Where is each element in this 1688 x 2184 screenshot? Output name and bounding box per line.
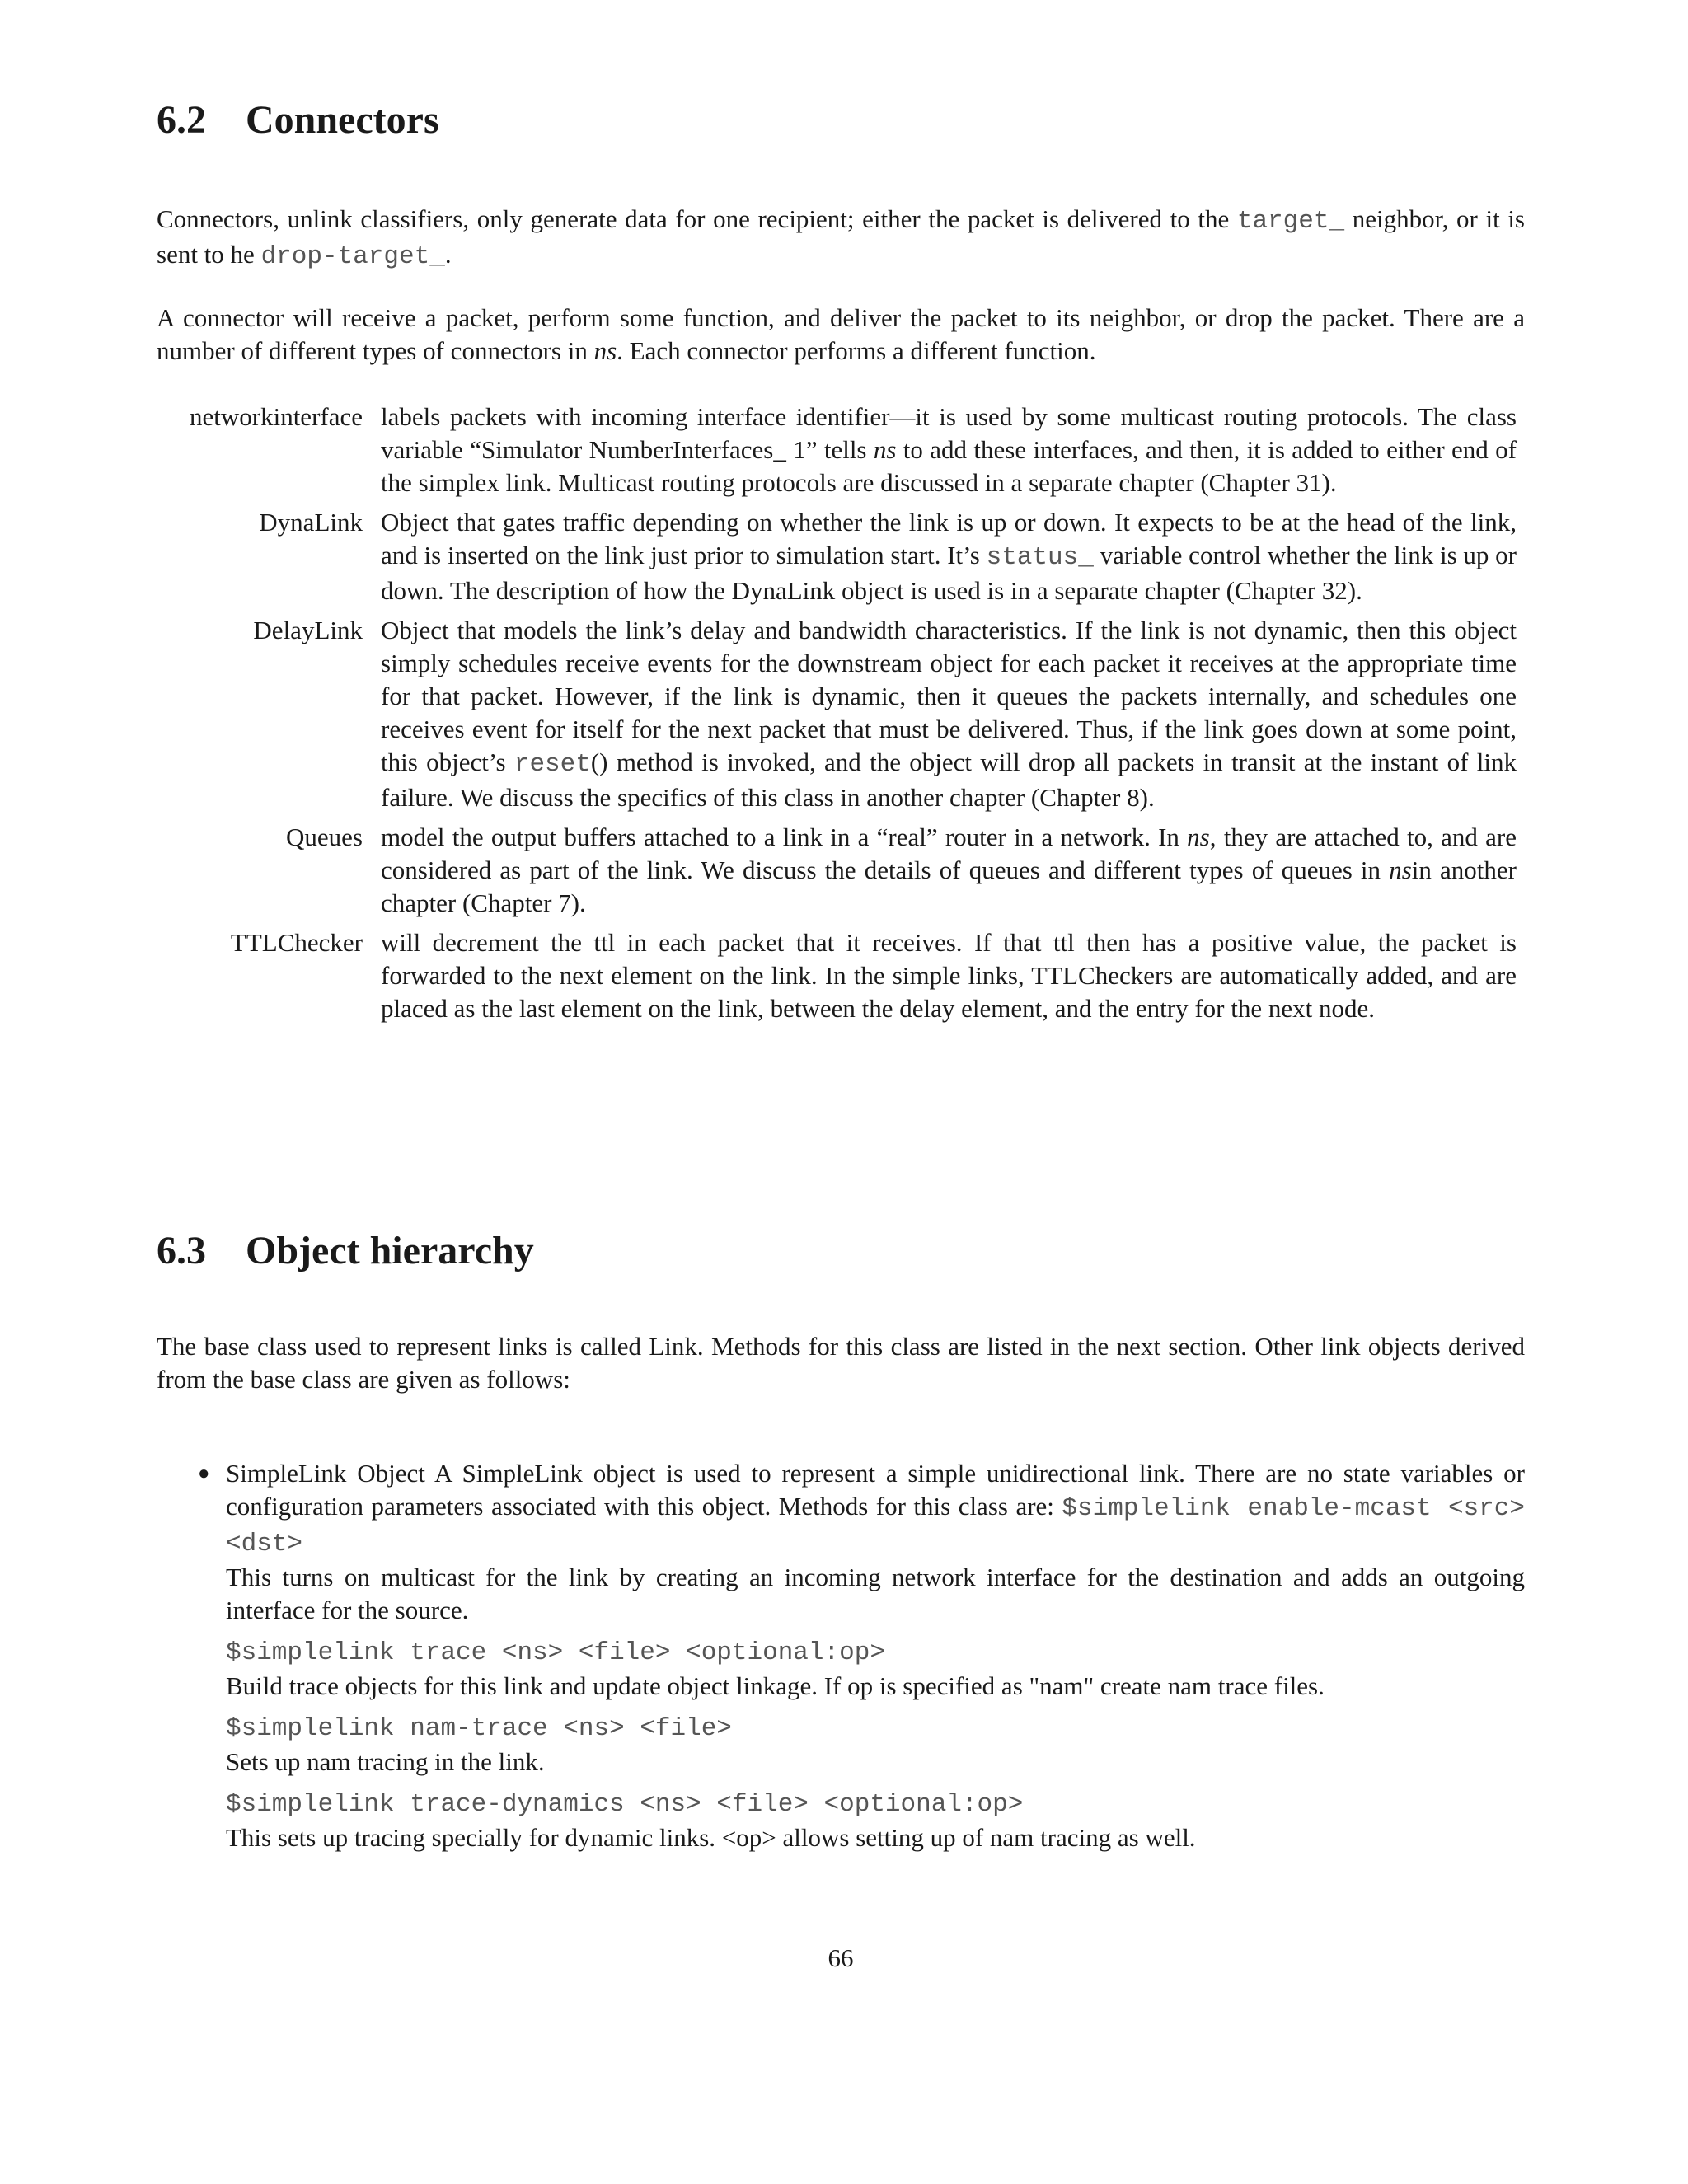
definition-description: will decrement the ttl in each packet that it receives. If that ttl then has a positive value, the packet is forwarded to the next element on the link. In the simple links, TTLCheckers are automatically added, and are placed as the last element on the link, between the delay element, and the entry for the next node.	[381, 928, 1517, 1023]
text-run: () method is invoked, and the object will drop all packets in transit at the instant of link failure. We discuss the specifics of this class in another chapter (Chapter 8).	[381, 748, 1517, 812]
text-run: Object that gates traffic depending on whether the link is up or down. It expects to be at the head of the link, and is inserted on the link just prior to simulation start. It’s	[381, 508, 1517, 569]
simplelink-intro	[226, 1457, 1525, 1561]
text-run: .	[444, 240, 452, 269]
text-run: SimpleLink Object A SimpleLink object is used to represent a simple unidirectional link. There are no state variables or configuration parameters associated with this object. Methods for this class are:	[226, 1459, 1525, 1521]
definition-description	[381, 614, 1517, 814]
italic-ns: ns	[873, 435, 897, 464]
definition-term: Queues	[286, 823, 363, 851]
bullet-list	[198, 1457, 1525, 1854]
definition-term: DelayLink	[253, 616, 363, 644]
text-run: to add these interfaces, and then, it is added to either end of the simplex link. Multicast routing protocols are discussed in a separate chapter (Chapter 31).	[381, 435, 1517, 497]
command-entry	[226, 1637, 1525, 1703]
text-run: in another chapter (Chapter 7).	[381, 855, 1517, 917]
definition-queues	[157, 821, 1517, 920]
definition-dynalink	[157, 506, 1517, 607]
text-run: labels packets with incoming interface identifier—it is used by some multicast routing protocols. The class variable “Simulator NumberInterfaces_ 1” tells	[381, 402, 1517, 464]
command-description: This turns on multicast for the link by creating an incoming network interface for the destination and adds an outgoing interface for the source.	[226, 1563, 1525, 1624]
code-status: status_	[986, 543, 1094, 572]
section-number: 6.3	[157, 1229, 206, 1272]
list-item-body	[226, 1457, 1525, 1854]
definition-description	[381, 821, 1517, 920]
code-reset: reset	[513, 750, 591, 779]
definition-term: DynaLink	[259, 508, 363, 537]
paragraph-object-hierarchy: The base class used to represent links is called Link. Methods for this class are listed in the next section. Other link objects derived from the base class are given as follows:	[157, 1332, 1525, 1394]
text-run: . Each connector performs a different function.	[617, 336, 1096, 365]
section-title: Object hierarchy	[246, 1229, 534, 1272]
text-run: model the output buffers attached to a link in a “real” router in a network. In	[381, 823, 1188, 851]
definition-delaylink	[157, 614, 1517, 814]
italic-ns: ns	[593, 336, 617, 365]
paragraph-connectors-intro	[157, 203, 1525, 274]
bullet-icon: ●	[198, 1463, 210, 1484]
code-target: target_	[1236, 207, 1345, 236]
definition-description	[381, 401, 1517, 499]
command-code: $simplelink trace-dynamics <ns> <file> <optional:op>	[226, 1790, 1024, 1819]
section-heading-6-3	[157, 1228, 534, 1273]
list-item	[198, 1457, 1525, 1854]
code-drop-target: drop-target_	[260, 242, 445, 271]
command-entry	[226, 1713, 1525, 1779]
text-run: A connector will receive a packet, perform some function, and deliver the packet to its neighbor, or drop the packet. There are a number of different types of connectors in	[157, 303, 1525, 365]
connector-definition-list	[157, 401, 1517, 1032]
definition-networkinterface	[157, 401, 1517, 499]
italic-ns: ns	[1187, 823, 1210, 851]
section-title: Connectors	[246, 98, 439, 142]
italic-ns: ns	[1389, 855, 1412, 884]
command-description: This sets up tracing specially for dynamic links. <op> allows setting up of nam tracing as well.	[226, 1823, 1196, 1852]
command-description: Sets up nam tracing in the link.	[226, 1747, 545, 1776]
command-description: Build trace objects for this link and update object linkage. If op is specified as "nam" create nam trace files.	[226, 1671, 1325, 1700]
code-enable-mcast: $simplelink enable-mcast <src> <dst>	[226, 1494, 1525, 1558]
definition-term: TTLChecker	[230, 928, 363, 957]
definition-description	[381, 506, 1517, 607]
paragraph-connector-function	[157, 302, 1525, 368]
text-run: Connectors, unlink classifiers, only generate data for one recipient; either the packet is delivered to the	[157, 204, 1237, 233]
definition-term: networkinterface	[190, 402, 363, 431]
command-code: $simplelink nam-trace <ns> <file>	[226, 1714, 732, 1743]
text-run: variable control whether the link is up or down. The description of how the DynaLink object is used is in a separate chapter (Chapter 32).	[381, 541, 1517, 605]
section-heading-6-2	[157, 97, 439, 143]
text-run: neighbor, or it is sent to he	[157, 204, 1525, 269]
text-run: , they are attached to, and are considered as part of the link. We discuss the details of queues and different types of queues in	[381, 823, 1517, 884]
section-number: 6.2	[157, 98, 206, 142]
text-run: Object that models the link’s delay and bandwidth characteristics. If the link is not dynamic, then this object simply schedules receive events for the downstream object for each packet it receives at the appropriate time for that packet. However, if the link is dynamic, then it queues the packets internally, and schedules one receives event for itself for the next packet that must be delivered. Thus, if the link goes down at some point, this object’s	[381, 616, 1517, 776]
command-code: $simplelink trace <ns> <file> <optional:op>	[226, 1638, 885, 1667]
definition-ttlchecker	[157, 926, 1517, 1025]
command-entry	[226, 1788, 1525, 1854]
page-number: 66	[828, 1943, 854, 1972]
